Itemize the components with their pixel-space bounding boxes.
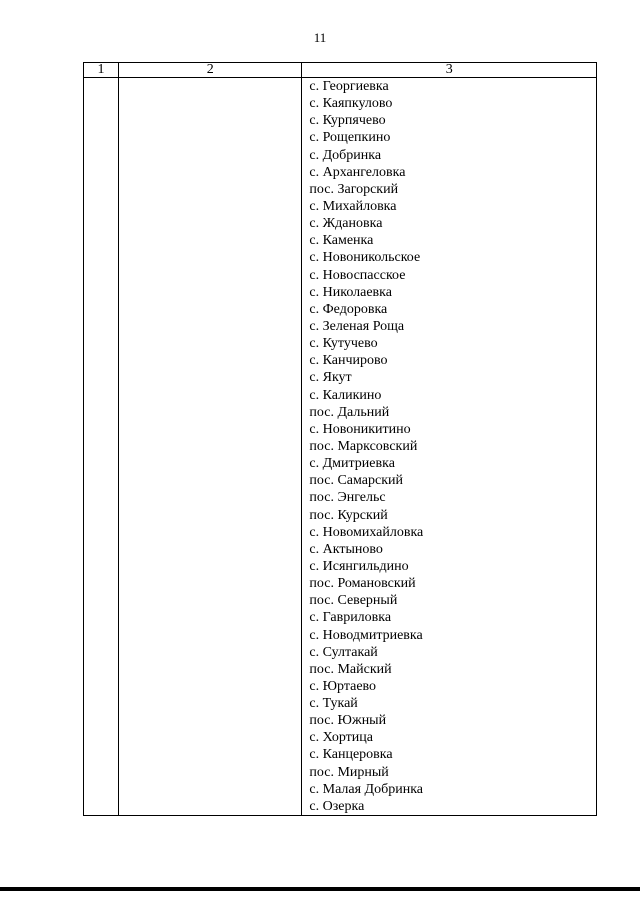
list-item: с. Федоровка [309,301,388,317]
list-item: пос. Курский [309,507,388,523]
page-number: 11 [313,30,327,45]
list-item: с. Тукай [309,696,358,712]
list-item: с. Каменка [309,233,374,249]
list-item: с. Канчирово [309,353,388,369]
list-item: с. Хортица [309,730,373,746]
cell-column-1 [84,78,119,816]
list-item: пос. Южный [309,713,387,729]
list-item: с. Гавриловка [309,610,392,626]
settlements-table [83,62,597,816]
cell-column-2 [119,78,302,816]
list-item: с. Зеленая Роща [309,318,405,334]
list-item: с. Юртаево [309,678,377,694]
list-item: пос. Северный [309,593,398,609]
list-item: с. Каликино [309,387,382,403]
list-item: с. Курпячево [309,113,386,129]
table-row [84,78,597,816]
list-item: с. Кутучево [309,336,378,352]
list-item: с. Добринка [309,147,382,163]
list-item: с. Архангеловка [309,164,406,180]
list-item: пос. Марксовский [309,438,418,454]
column-header-3: 3 [302,63,597,78]
list-item: с. Исянгильдино [309,558,409,574]
list-item: пос. Загорский [309,181,399,197]
list-item: с. Рощепкино [309,130,391,146]
list-item: с. Каяпкулово [309,96,393,112]
list-item: с. Канцеровка [309,747,393,763]
list-item: пос. Дальний [309,404,390,420]
list-item: пос. Мирный [309,764,389,780]
column-header-2: 2 [119,63,302,78]
settlement-list [302,78,596,815]
list-item: с. Актыново [309,541,383,557]
cell-column-3 [302,78,597,816]
list-item: пос. Самарский [309,473,403,489]
list-item: с. Новомихайловка [309,524,424,540]
bottom-rule [0,887,640,891]
list-item: с. Озерка [309,798,365,814]
list-item: пос. Майский [309,661,392,677]
list-item: с. Новоникитино [309,421,411,437]
list-item: пос. Романовский [309,576,416,592]
list-item: пос. Энгельс [309,490,386,506]
list-item: с. Новоспасское [309,267,406,283]
list-item: с. Новоникольское [309,250,421,266]
column-header-1: 1 [84,63,119,78]
list-item: с. Николаевка [309,284,392,300]
list-item: с. Ждановка [309,216,383,232]
list-item: с. Дмитриевка [309,456,395,472]
list-item: с. Якут [309,370,352,386]
list-item: с. Султакай [309,644,378,660]
list-item: с. Малая Добринка [309,781,424,797]
list-item: с. Георгиевка [309,79,389,94]
list-item: с. Михайловка [309,198,397,214]
table-header-row [84,63,597,78]
list-item: с. Новодмитриевка [309,627,423,643]
